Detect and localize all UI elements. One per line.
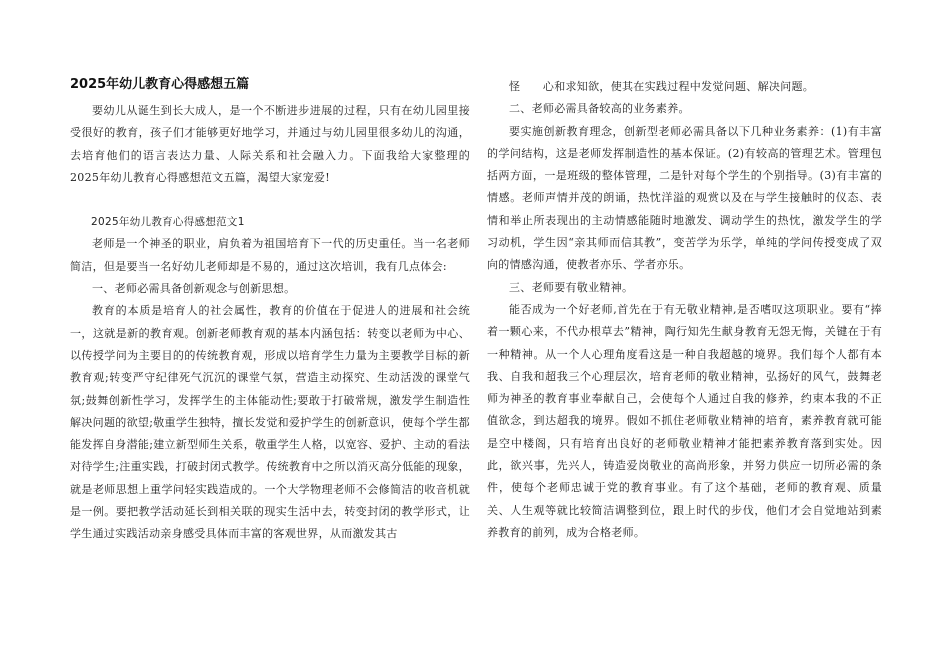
intro-paragraph: 要幼儿从诞生到长大成人，是一个不断进步进展的过程，只有在幼儿园里接受很好的教育，孩子们才能够更好地学习，并通过与幼儿园里很多幼儿的沟通，去培育他们的语言表达力量、人际关系和社会融入力。下面我给大家整理的2025年幼儿教育心得感想范文五篇，渴望大家宠爱! bbox=[70, 104, 470, 184]
right-column bbox=[487, 76, 882, 544]
paragraph-3: 要实施创新教育理念，创新型老师必需具备以下几种业务素养：(1)有丰富的学问结构，这是老师发挥制造性的基本保证。(2)有较高的管理艺术。管理包括两方面，一是班级的整体管理，二是针对每个学生的个别指导。(3)有丰富的情感。老师声情并茂的朗诵，热忱洋溢的观赏以及在与学生接触时的仪态、表情和举止所表现出的主动情感能随时地激发、调动学生的热忱，激发学生的学习动机，学生因“亲其师而信其教”，变苦学为乐学，单纯的学问传授变成了双向的情感沟通，使教者亦乐、学者亦乐。 bbox=[487, 124, 882, 272]
heading-1: 一、老师必需具备创新观念与创新思想。 bbox=[92, 282, 296, 296]
paragraph-2: 教育的本质是培育人的社会属性，教育的价值在于促进人的进展和社会统一，这就是新的教育观。创新老师教育观的基本内涵包括：转变以老师为中心、以传授学问为主要目的的传统教育观，形成以培育学生力量为主要教学目标的新教育观;转变严守纪律死气沉沉的课堂气氛，营造主动探究、生动活泼的课堂气氛;鼓舞创新性学习，发挥学生的主体能动性;要敢于打破常规，激发学生制造性解决问题的欲望;敬重学生独特，擅长发觉和爱护学生的创新意识，使每个学生都能发挥自身潜能;建立新型师生关系，敬重学生人格，以宽容、爱护、主动的看法对待学生;注重实践，打破封闭式教学。传统教育中之所以消灭高分低能的现象，就是老师思想上重学问轻实践造成的。一个大学物理老师不会修简洁的收音机就是一例。要把教学活动延长到相关联的现实生活中去，转变封闭的教学形式，让学生通过实践活动亲身感受具体而丰富的客观世界，从而激发其古 bbox=[70, 304, 470, 541]
spacer bbox=[70, 189, 470, 211]
section-subtitle: 2025年幼儿教育心得感想范文1 bbox=[91, 216, 245, 229]
paragraph-0-continued: 怪 心和求知欲，使其在实践过程中发觉问题、解决问题。 bbox=[509, 80, 815, 93]
paragraph-4: 能否成为一个好老师,首先在于有无敬业精神,是否嗜叹这项职业。要有“捧着一颗心来，不代办根草去”精神，陶行知先生献身教育无怨无悔，关键在于有一种精神。从一个人心理角度看这是一种自我超越的境界。我们每个人都有本我、自我和超我三个心理层次，培育老师的敬业精神，弘扬好的风气，鼓舞老师为神圣的教育事业奉献自己，会使每个人通过自我的修养，约束本我的不正值欲念，到达超我的境界。假如不抓住老师敬业精神的培育，素养教育就可能是空中楼阁，只有培育出良好的老师敬业精神才能把素养教育落到实处。因此，欲兴事，先兴人，铸造爱岗敬业的高尚形象，并努力供应一切所必需的条件，使每个老师忠诚于党的教育事业。有了这个基础，老师的教育观、质量关、人生观等就比较简洁调整到位，跟上时代的步伐，他们才会自觉地站到素养教育的前列，成为合格老师。 bbox=[487, 302, 882, 539]
heading-3: 三、老师要有敬业精神。 bbox=[509, 280, 634, 294]
left-column bbox=[70, 76, 470, 546]
heading-2: 二、老师必需具备较高的业务素养。 bbox=[509, 102, 690, 116]
document-title: 2025年幼儿教育心得感想五篇 bbox=[70, 77, 250, 92]
paragraph-1: 老师是一个神圣的职业，肩负着为祖国培育下一代的历史重任。当一名老师简洁，但是要当一名好幼儿老师却是不易的，通过这次培训，我有几点体会: bbox=[70, 237, 470, 273]
